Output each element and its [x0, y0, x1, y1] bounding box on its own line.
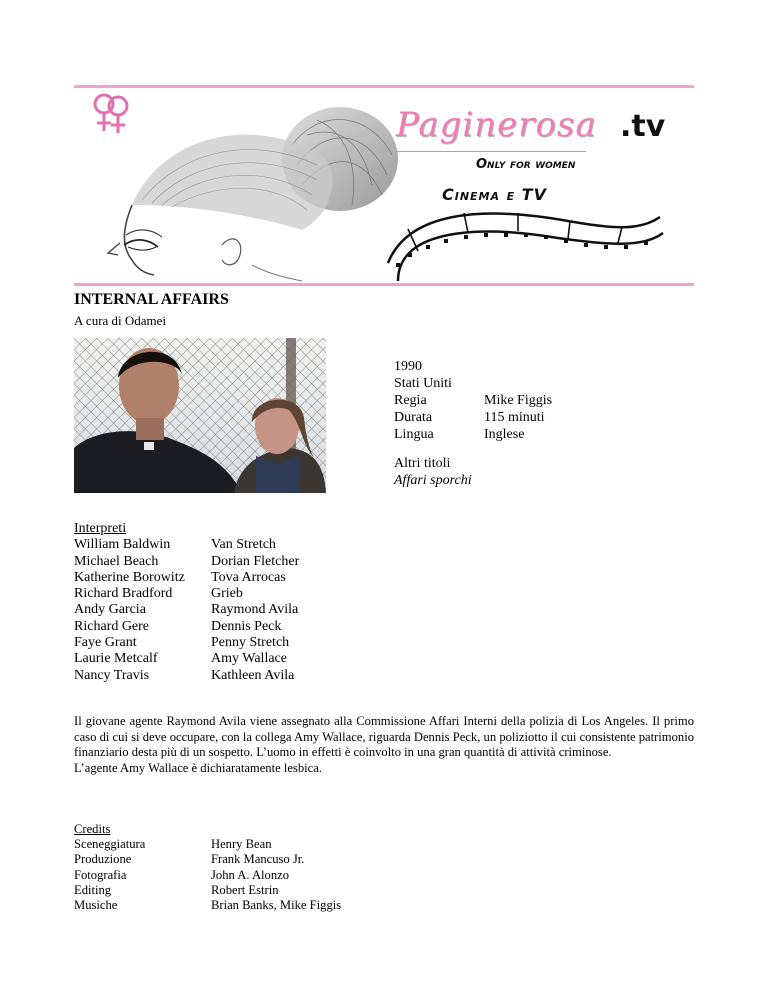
article-byline: A cura di Odamei [74, 313, 167, 328]
cast-role: Dorian Fletcher [211, 553, 300, 569]
cast-row [74, 635, 299, 651]
film-info [394, 358, 552, 443]
credit-label: Fotografia [74, 867, 127, 882]
cast-role: Amy Wallace [211, 651, 287, 667]
cast-row [74, 651, 299, 667]
alt-titles-value: Affari sporchi [394, 473, 472, 488]
banner-bottom-rule [74, 283, 694, 286]
info-value: Mike Figgis [484, 393, 553, 408]
credit-row [74, 837, 341, 852]
cast-role: Grieb [211, 586, 243, 602]
film-still-photo [74, 338, 326, 493]
cast-row [74, 668, 299, 684]
header-banner [74, 85, 694, 288]
cast-row [74, 570, 299, 586]
info-value: Inglese [484, 427, 525, 442]
cast-actor: Laurie Metcalf [74, 651, 158, 667]
info-row-language [394, 426, 552, 443]
synopsis-paragraph: Il giovane agente Raymond Avila viene assegnato alla Commissione Affari Interni della polizia di Los Angeles. Il primo caso di cui si deve occupare, con la collega Amy Wallace, riguarda Dennis Peck, un poliziotto il cui consistente patrimonio finanziario desta più di un sospetto. L’uomo in effetti è coinvolto in una gran quantità di attività criminose. [74, 714, 694, 759]
cast-actor: Nancy Travis [74, 667, 150, 683]
cast-list [74, 521, 299, 684]
info-label: Lingua [394, 427, 434, 442]
credit-value: Frank Mancuso Jr. [211, 852, 305, 867]
cast-role: Dennis Peck [211, 618, 282, 634]
credit-label: Produzione [74, 852, 132, 867]
cast-heading: Interpreti [74, 521, 127, 536]
film-year: 1990 [394, 359, 422, 374]
info-row-director [394, 392, 552, 409]
cast-row [74, 586, 299, 602]
brand-underline [396, 151, 586, 152]
cast-actor: Richard Bradford [74, 586, 173, 602]
cast-row [74, 554, 299, 570]
synopsis-paragraph: L’agente Amy Wallace è dichiaratamente lesbica. [74, 760, 322, 775]
alt-titles-label: Altri titoli [394, 456, 451, 471]
cast-actor: Richard Gere [74, 618, 150, 634]
cast-actor: Faye Grant [74, 635, 137, 651]
info-value: 115 minuti [484, 410, 545, 425]
cast-actor: Michael Beach [74, 553, 159, 569]
credit-label: Sceneggiatura [74, 837, 146, 852]
cast-role: Tova Arrocas [211, 569, 286, 585]
credit-label: Editing [74, 882, 112, 897]
credit-value: Henry Bean [211, 837, 272, 852]
brand-tld: .tv [620, 109, 666, 144]
cast-actor: Katherine Borowitz [74, 569, 185, 585]
cast-actor: Andy Garcia [74, 602, 146, 618]
brand-tagline: Only for women [476, 157, 576, 172]
info-row-duration [394, 409, 552, 426]
credit-row [74, 883, 341, 898]
film-title: INTERNAL AFFAIRS [74, 291, 229, 308]
synopsis [74, 714, 694, 776]
brand-name: Paginerosa [396, 105, 597, 145]
cast-row [74, 619, 299, 635]
section-title: Cinema e TV [442, 185, 547, 204]
cast-role: Penny Stretch [211, 635, 290, 651]
credit-row [74, 868, 341, 883]
brand-logo [396, 105, 686, 172]
woman-sketch-illustration [102, 95, 402, 283]
alternate-titles [394, 455, 472, 489]
banner-top-rule [74, 85, 694, 88]
credits-heading: Credits [74, 822, 111, 836]
info-label: Durata [394, 410, 433, 425]
cast-role: Kathleen Avila [211, 667, 295, 683]
info-label: Regia [394, 393, 427, 408]
film-country: Stati Uniti [394, 376, 452, 391]
cast-row [74, 602, 299, 618]
credit-value: John A. Alonzo [211, 867, 290, 882]
credit-row [74, 852, 341, 867]
cast-actor: William Baldwin [74, 537, 171, 553]
film-strip-illustration [378, 193, 668, 283]
cast-role: Raymond Avila [211, 602, 299, 618]
cast-row [74, 537, 299, 553]
cast-role: Van Stretch [211, 537, 276, 553]
credit-value: Brian Banks, Mike Figgis [211, 898, 342, 913]
credit-label: Musiche [74, 898, 118, 913]
credit-row [74, 898, 341, 913]
credit-value: Robert Estrin [211, 882, 279, 897]
credits-list [74, 822, 341, 913]
